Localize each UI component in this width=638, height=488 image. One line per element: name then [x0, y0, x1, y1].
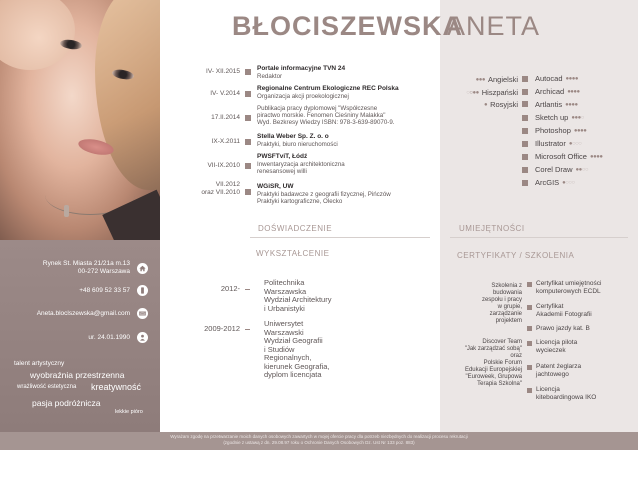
home-icon: [137, 263, 148, 274]
person-icon: [137, 332, 148, 343]
interest-tag: talent artystyczny: [14, 360, 65, 367]
experience-desc: Publikacja pracy dyplomowej "Współczesne: [257, 105, 378, 112]
divider: [450, 237, 628, 238]
consent-line1: Wyrażam zgodę na przetwarzanie moich danych osobowych zawartych w mojej ofercie pracy dla potrzeb niezbędnych do realizacji procesu rekrutacji: [170, 434, 468, 439]
address-line2: 00-272 Warszawa: [77, 268, 130, 275]
interest-tag: wrażliwość estetyczna: [17, 384, 77, 390]
experience-heading: DOŚWIADCZENIE: [258, 224, 333, 233]
training-item: Szkolenia z budowania zespołu i pracy w grupie, zarządzanie projektem: [481, 283, 522, 324]
address-line1: Rynek St. Miasta 21/21a m.13: [42, 260, 130, 267]
education-desc: Politechnika Warszawska Wydział Architektury i Urbanistyki: [264, 278, 332, 313]
first-name: ANETA: [447, 11, 541, 41]
skill-item: Artlantis ●●●●: [535, 100, 578, 109]
experience-desc: Inwentaryzacja architektoniczna: [257, 161, 345, 168]
experience-desc: Praktyki kartograficzne, Olecko: [257, 198, 343, 205]
mail-icon: [137, 308, 148, 319]
skill-item: Archicad ●●●●: [535, 87, 580, 96]
email-address[interactable]: Aneta.bloclszewska@gmail.com: [36, 309, 130, 317]
sidebar: [0, 240, 160, 432]
experience-title: PWSFTviT, Łódź: [257, 153, 308, 160]
language-marker: [522, 101, 528, 107]
divider: [250, 237, 430, 238]
experience-marker: [245, 139, 251, 145]
experience-desc: Redaktor: [257, 73, 283, 80]
experience-desc: piractwo morskie. Fenomen Cieśniny Malakka": [257, 112, 386, 119]
skills-heading: UMIEJĘTNOŚCI: [459, 224, 525, 233]
experience-marker: [245, 163, 251, 169]
experience-title: Regionalne Centrum Ekologiczne REC Polska: [257, 85, 399, 92]
certificate-item: Licencja kiteboardingowa IKO: [536, 386, 597, 401]
certificate-item: Certyfikat umiejętności komputerowych ECDL: [536, 280, 602, 295]
skill-marker: [522, 76, 528, 82]
certificate-marker: [527, 365, 532, 370]
skill-marker: [522, 154, 528, 160]
education-marker: [245, 329, 250, 330]
experience-desc: Praktyki, biuro nieruchomości: [257, 141, 338, 148]
experience-date: VII.2012 oraz VII.2010: [201, 181, 240, 196]
language-item: ● Rosyjski: [483, 100, 518, 109]
last-name: BŁOCISZEWSKA: [232, 11, 463, 41]
certificate-marker: [527, 305, 532, 310]
certificate-marker: [527, 388, 532, 393]
experience-marker: [245, 91, 251, 97]
certificate-item: Licencja pilota wycieczek: [536, 339, 578, 354]
experience-date: VII-IX.2010: [207, 162, 240, 169]
phone: [79, 285, 148, 296]
rating-dots: ●●●: [475, 76, 485, 83]
interest-tag: kreatywność: [91, 382, 142, 392]
skill-item: Photoshop ●●●●: [535, 126, 587, 135]
interest-tag: wyobraźnia przestrzenna: [30, 370, 125, 380]
profile-photo: [0, 0, 160, 240]
training-item: Discover Team "Jak zarządzać sobą" oraz Polskie Forum Edukacji Europejskiej "Euroweek, Grupowa Terapia Szkolna": [464, 339, 522, 387]
experience-title: Stella Weber Sp. Z. o. o: [257, 133, 329, 140]
skill-marker: [522, 115, 528, 121]
rating-dots: ●: [483, 101, 488, 108]
experience-desc: renesansowej willi: [257, 168, 307, 175]
skill-marker: [522, 141, 528, 147]
certificate-item: Prawo jazdy kat. B: [536, 325, 590, 332]
education-date: 2012-: [220, 284, 240, 293]
skill-item: Corel Draw ●●○○: [535, 165, 589, 174]
experience-date: 17.II.2014: [211, 114, 240, 121]
address: [43, 260, 148, 276]
skill-marker: [522, 167, 528, 173]
skill-item: Microsoft Office ●●●●: [535, 152, 603, 161]
certificate-item: Certyfikat Akademii Fotografii: [536, 303, 592, 318]
certificate-marker: [527, 282, 532, 287]
experience-date: IX-X.2011: [211, 138, 240, 145]
experience-date: IV- XII.2015: [206, 68, 240, 75]
phone-icon: [137, 285, 148, 296]
certificate-marker: [527, 341, 532, 346]
experience-desc: Praktyki badawcze z geografii fizycznej, Pińczów: [257, 191, 391, 198]
language-item: ●●● Angielski: [475, 75, 518, 84]
skill-marker: [522, 128, 528, 134]
certificate-item: Patent żeglarza jachtowego: [536, 363, 582, 378]
education-date: 2009-2012: [204, 324, 240, 333]
experience-date: IV- V.2014: [210, 90, 240, 97]
skill-item: ArcGIS ●○○○: [535, 178, 575, 187]
experience-marker: [245, 69, 251, 75]
skill-marker: [522, 180, 528, 186]
email: [37, 308, 148, 319]
consent-line2: (zgodnie z ustawą z dn. 29.08.97 roku o Ochronie Danych Osobowych Dz. Ust Nr 133 poz. 883): [223, 440, 415, 445]
education-heading: WYKSZTAŁCENIE: [256, 249, 330, 258]
skill-item: Autocad ●●●●: [535, 74, 579, 83]
education-desc: Uniwersytet Warszawski Wydział Geografii i Studiów Regionalnych, kierunek Geografia, dyplom licencjata: [264, 319, 330, 379]
phone-number: +48 609 52 33 57: [79, 286, 130, 294]
interest-tag: pasja podróżnicza: [32, 398, 101, 408]
experience-marker: [245, 115, 251, 121]
certificates-heading: CERTYFIKATY / SZKOLENIA: [457, 251, 575, 260]
rating-dots: ○○●●: [466, 89, 479, 96]
skill-item: Illustrator ●○○○: [535, 139, 582, 148]
experience-desc: Wyd. Bezkresy Wiedzy ISBN: 978-3-639-89070-9.: [257, 119, 395, 126]
experience-title: WGiSR, UW: [257, 183, 294, 190]
experience-desc: Organizacja akcji proekologicznej: [257, 93, 349, 100]
experience-marker: [245, 189, 251, 195]
skill-item: Sketch up ●●●○: [535, 113, 584, 122]
birth-text: ur. 24.01.1990: [88, 333, 130, 341]
education-marker: [245, 289, 250, 290]
language-item: ○○●● Hiszpański: [466, 88, 518, 97]
birth-date: [88, 332, 148, 343]
language-marker: [522, 89, 528, 95]
experience-title: Portale informacyjne TVN 24: [257, 65, 346, 72]
consent-footer: [0, 432, 638, 450]
interest-tag: lekkie pióro: [115, 409, 143, 415]
certificate-marker: [527, 326, 532, 331]
